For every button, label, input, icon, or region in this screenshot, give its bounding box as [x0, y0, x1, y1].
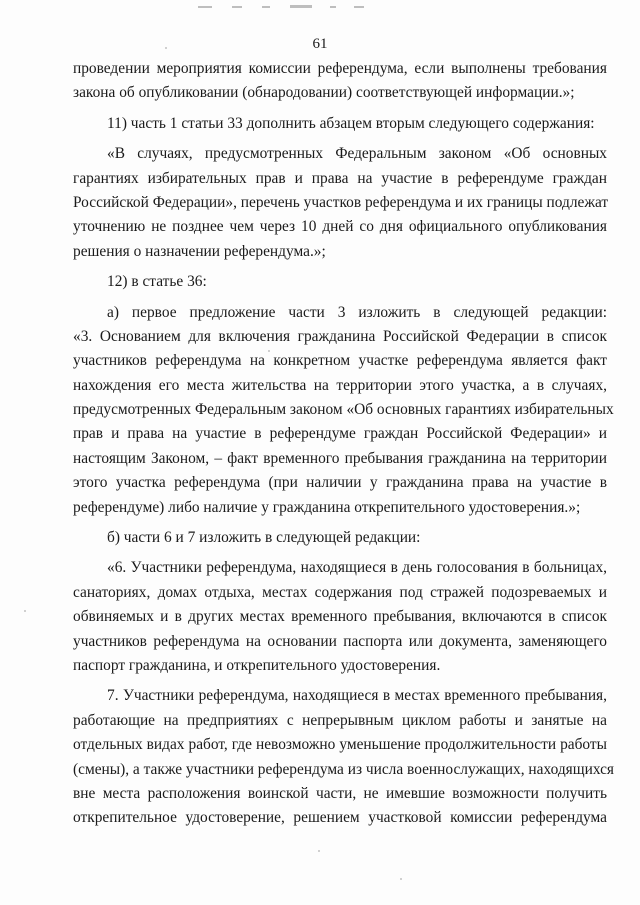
text-line: «3. Основанием для включения гражданина Российской Федерации в список	[73, 327, 607, 345]
text-line: отдельных видах работ, где невозможно уменьшение продолжительности работы	[73, 736, 607, 754]
scan-speck	[318, 850, 320, 852]
text-line: «6. Участники референдума, находящиеся в день голосования в больницах,	[107, 559, 607, 577]
text-line: «В случаях, предусмотренных Федеральным законом «Об основных	[107, 145, 607, 163]
text-line: открепительное удостоверение, решением участковой комиссии референдума	[73, 809, 607, 827]
text-line: б) части 6 и 7 изложить в следующей редакции:	[107, 529, 421, 547]
text-line: (смены), а также участники референдума из числа военнослужащих, находящихся	[73, 760, 615, 778]
text-line: закона об опубликовании (обнародовании) соответствующей информации.»;	[73, 84, 575, 102]
text-line: Российской Федерации», перечень участков референдума и их границы подлежат	[73, 193, 609, 211]
scan-speck	[24, 610, 26, 612]
text-line: гарантиях избирательных прав и права на участие в референдуме граждан	[73, 169, 607, 187]
document-body	[73, 57, 615, 831]
scan-speck	[165, 47, 167, 49]
text-line: решения о назначении референдума.»;	[73, 242, 326, 260]
text-line: настоящим Законом, – факт временного пребывания гражданина на территории	[73, 449, 607, 467]
text-line: прав и права на участие в референдуме граждан Российской Федерации» и	[73, 425, 607, 443]
text-line: референдуме) либо наличие у гражданина открепительного удостоверения.»;	[73, 498, 581, 516]
text-line: вне места расположения воинской части, не имевшие возможности получить	[73, 784, 607, 802]
text-line: этого участка референдума (при наличии у гражданина права на участие в	[73, 474, 607, 492]
text-line: обвиняемых и в других местах временного пребывания, включаются в список	[73, 608, 607, 626]
page-number: 61	[312, 36, 328, 52]
text-line: нахождения его места жительства на территории этого участка, а в случаях,	[73, 376, 607, 394]
text-line: 11) часть 1 статьи 33 дополнить абзацем вторым следующего содержания:	[107, 114, 595, 132]
scan-speck	[400, 878, 402, 880]
scan-artifact-top	[0, 0, 640, 14]
scan-speck	[268, 350, 270, 352]
text-line: участников референдума на конкретном участке референдума является факт	[73, 352, 607, 370]
text-line: работающие на предприятиях с непрерывным циклом работы и занятые на	[73, 711, 607, 729]
text-line: проведении мероприятия комиссии референдума, если выполнены требования	[73, 60, 607, 77]
text-line: участников референдума на основании паспорта или документа, заменяющего	[73, 632, 607, 650]
text-line: уточнению не позднее чем через 10 дней со дня официального опубликования	[73, 218, 607, 236]
text-line: а) первое предложение части 3 изложить в следующей редакции:	[107, 303, 607, 321]
text-line: паспорт гражданина, и открепительного удостоверения.	[73, 656, 441, 674]
text-line: 12) в статье 36:	[107, 273, 207, 291]
text-line: 7. Участники референдума, находящиеся в местах временного пребывания,	[107, 687, 607, 705]
text-line: санаториях, домах отдыха, местах содержания под стражей подозреваемых и	[73, 583, 607, 601]
text-line: предусмотренных Федеральным законом «Об основных гарантиях избирательных	[73, 401, 614, 419]
